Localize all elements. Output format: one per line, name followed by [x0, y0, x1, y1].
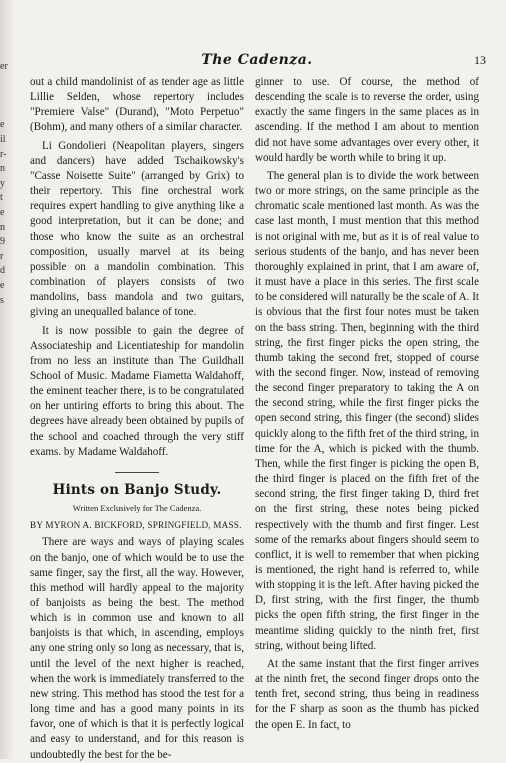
bleed-fragment: er [0, 61, 8, 72]
bleed-fragment [0, 75, 14, 90]
bleed-fragment [0, 89, 14, 104]
bleed-fragment: e [0, 279, 5, 291]
article-body-intro: There are ways and ways of playing scales on the banjo, one of which would be to use the same finger, say the first, all the way. However, this method will hardly appeal to the majority of banjoists as being the best. The method which is in common use and known to all banjoists is that which, in ascending, employs any one string only so long as necessary, that is, until the level of the next higher is reached, when the work is immediately transferred to the new string. This method has stood the test for a long time and has a good many points in its favor, one of which is that it is perfectly logical and easy to understand, and for this reason is undoubtedly the best for the be- [30, 536, 244, 761]
page-header [26, 52, 488, 74]
paragraph-gondolieri: Li Gondolieri (Neapolitan players, singers and dancers) have added Tschaikowsky's "Casse Noisette Suite" (arranged by Grix) to their repertory. This fine orchestral work requires expert handling to give anything like a good interpretation, but it can be done; and those who know the suite as an orchestral composition, usually marvel at its being possible on a mandolin combination. This combination of players consists of two mandolins, bass mandola and two guitars, giving an unequalled balance of tone. [30, 139, 244, 319]
bleed-fragment [0, 104, 14, 119]
paragraph-continuation: ginner to use. Of course, the method of descending the scale is to reverse the order, using exactly the same fingers in the same places as in ascending. If the method I am about to mention did not have some advantages over every other, it would hardly be worth while to bring it up. [255, 76, 479, 164]
article-byline: BY MYRON A. BICKFORD, SPRINGFIELD, MASS. [30, 520, 242, 531]
bleed-fragment: n [0, 221, 5, 233]
bleed-fragment: s [0, 294, 4, 306]
bleed-fragment: n [0, 163, 5, 175]
bleed-fragment: e [0, 206, 5, 218]
right-column [255, 75, 479, 733]
bleed-fragment: d [0, 265, 5, 277]
previous-page-bleed [0, 60, 14, 308]
bleed-fragment: r [0, 250, 4, 262]
bleed-fragment: y [0, 177, 5, 189]
bleed-fragment: e [0, 119, 5, 131]
article-subtitle: Written Exclusively for The Cadenza. [72, 503, 202, 514]
bleed-fragment: t [0, 192, 3, 204]
paragraph-same-instant: At the same instant that the first finger arrives at the ninth fret, the second finger drops onto the tenth fret, second string, thus being in readiness for the F sharp as soon as the thumb has picked the open E. In fact, to [255, 657, 479, 731]
bleed-fragment: r- [0, 148, 7, 160]
article-title: Hints on Banjo Study. [52, 481, 222, 498]
paragraph-guildhall: It is now possible to gain the degree of Associateship and Licentiateship for mandolin from no less an institute than The Guildhall School of Music. Madame Fiametta Waldahoff, the eminent teacher there, is to be congratulated on her untiring efforts to bring this about. The degrees have already been obtained by pupils of the school and coached through the very stiff exams. by Madame Waldahoff. [30, 324, 244, 458]
bleed-fragment: 9 [0, 236, 5, 248]
left-column [30, 75, 244, 763]
paragraph-mandolinist: out a child mandolinist of as tender age as little Lillie Selden, whose repertory includes "Premiere Valse" (Durand), "Moto Perpetuo" (Bohm), and many others of a similar character. [30, 76, 244, 134]
masthead-title: The Cadenza. [201, 52, 313, 68]
article-divider [115, 472, 159, 473]
paragraph-general-plan: The general plan is to divide the work between two or more strings, on the same principle as the chromatic scale mentioned last month. As was the case last month, I must mention that this method is not original with me, but as it is of real value to serious students of the banjo, and has never been thoroughly explained in print, that I am aware of, it must have a place in this series. The first scale to be considered will naturally be the scale of A. It is obvious that the first four notes must be taken on the bass string. Then, beginning with the third string, the first finger picks the open string, the thumb taking the second fret, stopped of course with the second finger. Now, instead of removing the second finger preparatory to taking the A on the second string, while the first finger picks the open second string, this finger (the second) slides quickly along to the fifth fret of the third string, in time for the A, which is picked with the thumb. Then, while the first finger is picking the open B, the third finger is placed on the fifth fret of the second string, the first finger taking D, third fret on the first string, these notes being picked respectively with the thumb and first finger. Lest some of the remarks about fingers should seem to conflict, it is well to remember that when picking is mentioned, the right hand is referred to, while with stopping it is the left. After having picked the D, first string, with the first finger, the thumb picks the open fifth string, the first finger in the meantime sliding quickly to the ninth fret, first string, without being lifted. [255, 169, 479, 652]
page-number: 13 [474, 53, 486, 67]
bleed-fragment: il [0, 133, 6, 145]
